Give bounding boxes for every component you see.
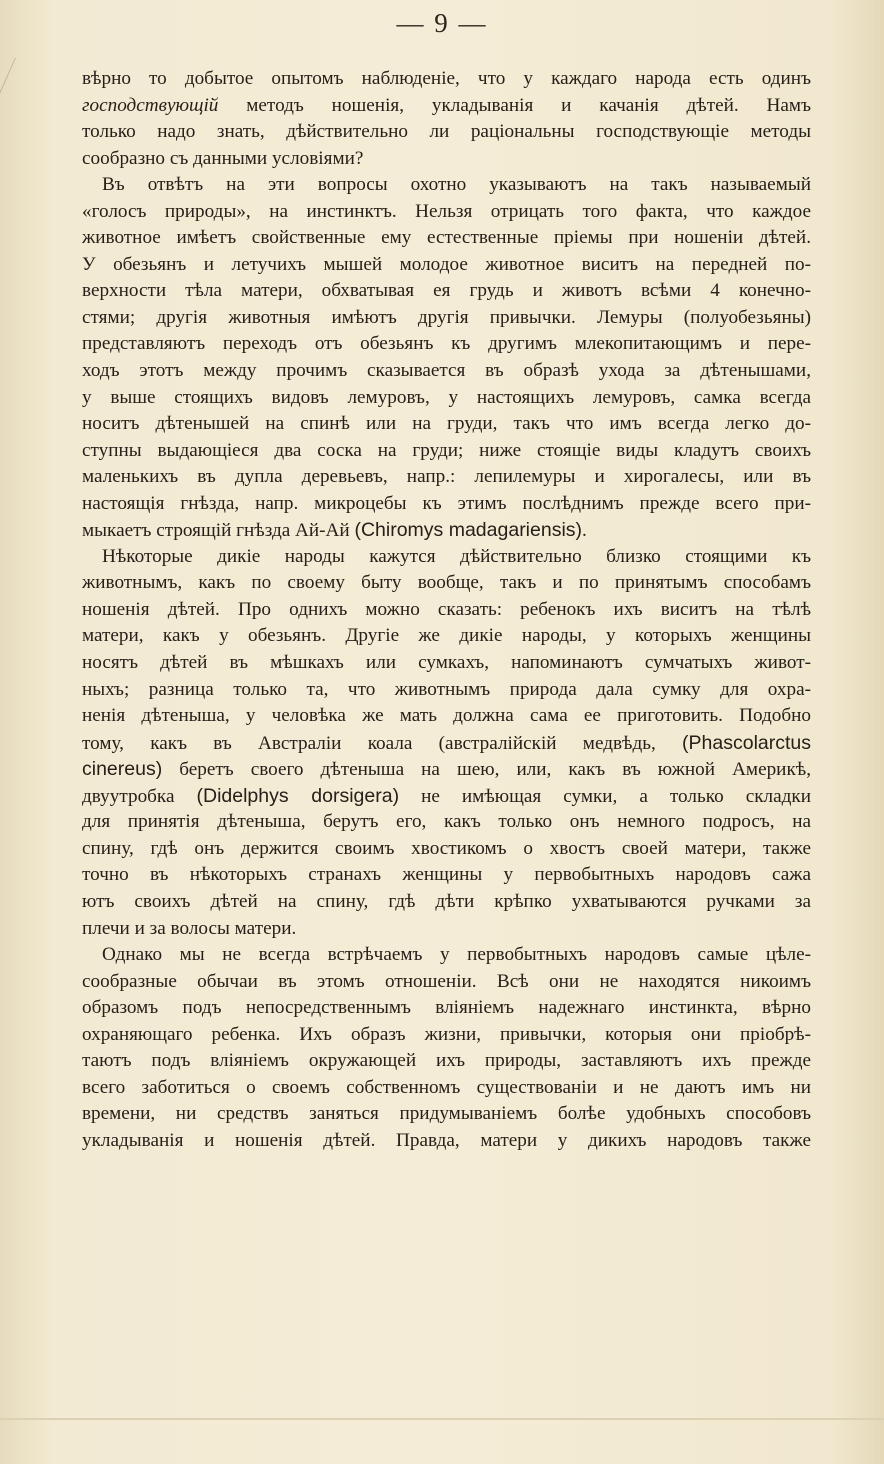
text-line: cinereus) беретъ своего дѣтеныша на шею, или, какъ въ южной Америкѣ, [82, 758, 811, 781]
text-line: спину, гдѣ онъ держится своимъ хвостикомъ о хвостъ своей матери, также [82, 837, 811, 859]
text-line: точно въ нѣкоторыхъ странахъ женщины у первобытныхъ народовъ сажа [82, 864, 811, 886]
text-line: Нѣкоторые дикіе народы кажутся дѣйствительно близко стоящими къ [102, 545, 811, 567]
text-line: таютъ подъ вліяніемъ окружающей ихъ природы, заставляютъ ихъ прежде [82, 1050, 811, 1072]
text-line: маленькихъ въ дупла деревьевъ, напр.: лепилемуры и хирогалесы, или въ [82, 466, 811, 488]
text-line: носятъ дѣтей въ мѣшкахъ или сумкахъ, напоминаютъ сумчатыхъ живот- [82, 652, 811, 674]
text-line: представляютъ переходъ отъ обезьянъ къ другимъ млекопитающимъ и пере- [82, 333, 811, 355]
text-line: стями; другія животныя имѣютъ другія привычки. Лемуры (полуобезьяны) [82, 306, 811, 328]
text-line: ютъ своихъ дѣтей на спину, гдѣ дѣти крѣпко ухватываются ручками за [82, 890, 811, 912]
text-line: для принятія дѣтеныша, берутъ его, какъ только онъ немного подросъ, на [82, 811, 811, 833]
text-line: у выше стоящихъ видовъ лемуровъ, у настоящихъ лемуровъ, самка всегда [82, 386, 811, 408]
text-line: ходъ этотъ между прочимъ сказывается въ образѣ ухода за дѣтенышами, [82, 360, 811, 382]
text-line: Въ отвѣтъ на эти вопросы охотно указываютъ на такъ называемый [102, 174, 811, 196]
text-line: ныхъ; разница только та, что животнымъ природа дала сумку для охра- [82, 678, 811, 700]
text-line: господствующій методъ ношенія, укладыванія и качанія дѣтей. Намъ [82, 94, 811, 116]
text-line: мыкаетъ строящій гнѣзда Ай-Ай (Chiromys madagariensis). [82, 519, 587, 542]
margin-pencil-mark [0, 58, 34, 98]
text-line: ношенія дѣтей. Про однихъ можно сказать: ребенокъ ихъ виситъ на тѣлѣ [82, 598, 811, 620]
text-line: охраняющаго ребенка. Ихъ образъ жизни, привычки, которыя они пріобрѣ- [82, 1023, 811, 1045]
text-line: верхности тѣла матери, обхватывая ея грудь и животъ всѣми 4 конечно- [82, 280, 811, 302]
text-line: времени, ни средствъ заняться придумываніемъ болѣе удобныхъ способовъ [82, 1103, 811, 1125]
text-line: животное имѣетъ свойственные ему естественные пріемы при ношеніи дѣтей. [82, 227, 811, 249]
text-line: сообразно съ данными условіями? [82, 147, 364, 169]
text-line: двуутробка (Didelphys dorsigera) не имѣющая сумки, а только складки [82, 784, 811, 807]
text-line: плечи и за волосы матери. [82, 917, 297, 939]
body-text [82, 66, 811, 1154]
text-line: укладыванія и ношенія дѣтей. Правда, матери у дикихъ народовъ также [82, 1129, 811, 1151]
text-line: У обезьянъ и летучихъ мышей молодое животное виситъ на передней по- [82, 253, 811, 275]
page-number: — 9 — [396, 8, 488, 38]
text-line: тому, какъ въ Австраліи коала (австралійскій медвѣдь, (Phascolarctus [82, 731, 811, 754]
text-line: «голосъ природы», на инстинктъ. Нельзя отрицать того факта, что каждое [82, 200, 811, 222]
text-line: только надо знать, дѣйствительно ли раціональны господствующіе методы [82, 121, 811, 143]
text-line: всего заботиться о своемъ собственномъ существованіи и не даютъ имъ ни [82, 1076, 811, 1098]
text-line: образомъ подъ непосредственнымъ вліяніемъ надежнаго инстинкта, вѣрно [82, 997, 811, 1019]
text-line: матери, какъ у обезьянъ. Другіе же дикіе народы, у которыхъ женщины [82, 625, 811, 647]
text-line: настоящія гнѣзда, напр. микроцебы къ этимъ послѣднимъ прежде всего при- [82, 492, 811, 514]
text-line: носитъ дѣтенышей на спинѣ или на груди, такъ что имъ всегда легко до- [82, 413, 811, 435]
text-line: сообразные обычаи въ этомъ отношеніи. Всѣ они не находятся никоимъ [82, 970, 811, 992]
text-line: Однако мы не всегда встрѣчаемъ у первобытныхъ народовъ самые цѣле- [102, 944, 811, 966]
text-line: вѣрно то добытое опытомъ наблюденіе, что у каждаго народа есть одинъ [82, 68, 811, 89]
page-fold-line [0, 1418, 884, 1420]
text-line: ненія дѣтеныша, у человѣка же мать должна сама ее приготовить. Подобно [82, 705, 811, 727]
text-line: ступны выдающіеся два соска на груди; ниже стоящіе виды кладутъ своихъ [82, 439, 811, 461]
text-line: животнымъ, какъ по своему быту вообще, такъ и по принятымъ способамъ [82, 572, 811, 594]
